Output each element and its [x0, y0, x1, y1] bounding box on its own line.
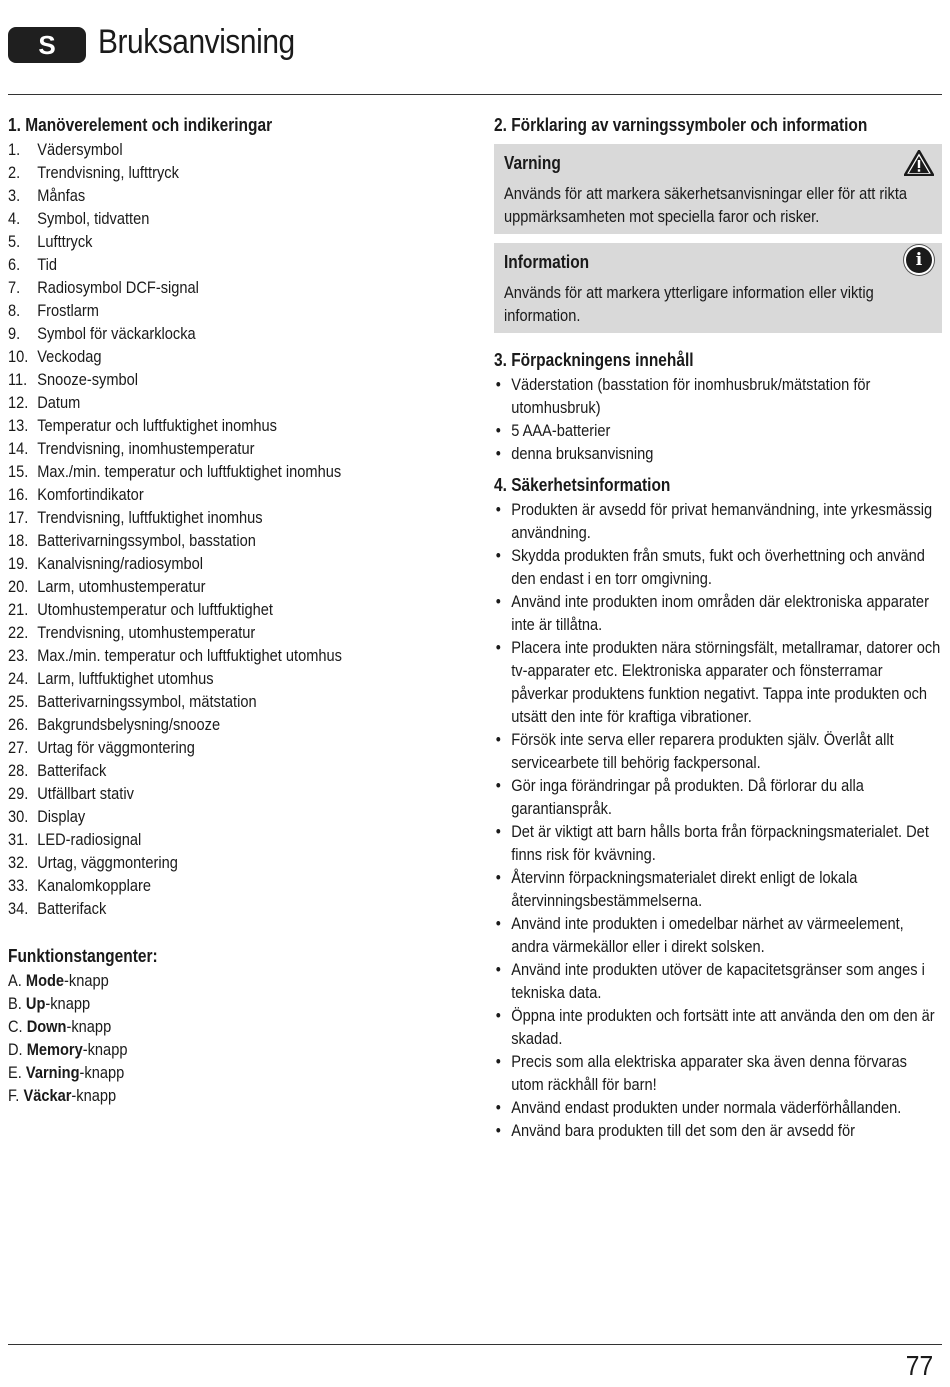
function-key-name: Varning	[25, 1063, 80, 1082]
item-label: Batterivarningssymbol, basstation	[37, 531, 256, 550]
item-number: 11.	[8, 370, 28, 389]
item-label: LED-radiosignal	[37, 830, 142, 849]
function-key-name: Down	[26, 1017, 67, 1036]
section-4-heading: 4. Säkerhetsinformation	[494, 475, 671, 495]
item-label: Vädersymbol	[37, 140, 123, 159]
item-number: 32.	[8, 853, 29, 872]
item-label: Trendvisning, lufttryck	[37, 163, 179, 182]
item-label: Temperatur och luftfuktighet inomhus	[37, 416, 277, 435]
function-key-item	[8, 1084, 477, 1107]
item-number: 22.	[8, 623, 29, 642]
item-number: 30.	[8, 807, 29, 826]
section-2-heading: 2. Förklaring av varningssymboler och information	[494, 115, 868, 135]
warning-text: Används för att markera säkerhetsanvisningar eller för att rikta uppmärksamheten mot speciella faror och risker.	[504, 184, 908, 226]
list-item	[8, 575, 477, 598]
list-item	[8, 161, 477, 184]
list-item	[8, 506, 477, 529]
list-item	[8, 529, 477, 552]
item-number: 31.	[8, 830, 29, 849]
function-key-suffix: -knapp	[64, 971, 109, 990]
function-key-item	[8, 969, 477, 992]
item-number: 18.	[8, 531, 29, 550]
safety-item: • Använd inte produkten utöver de kapacitetsgränser som anges i tekniska data.	[494, 958, 941, 1004]
item-label: Trendvisning, luftfuktighet inomhus	[37, 508, 263, 527]
list-item	[8, 299, 477, 322]
function-key-letter: E.	[8, 1063, 22, 1082]
page-header	[8, 23, 942, 63]
item-number: 23.	[8, 646, 29, 665]
list-item	[8, 759, 477, 782]
item-number: 3.	[8, 186, 21, 205]
list-item	[8, 253, 477, 276]
safety-item: • Använd inte produkten inom områden där elektroniska apparater inte är tillåtna.	[494, 590, 941, 636]
item-number: 13.	[8, 416, 29, 435]
list-item	[8, 483, 477, 506]
item-label: Utomhustemperatur och luftfuktighet	[37, 600, 273, 619]
item-label: Trendvisning, utomhustemperatur	[37, 623, 256, 642]
function-key-letter: F.	[8, 1086, 20, 1105]
item-number: 24.	[8, 669, 29, 688]
function-key-name: Väckar	[23, 1086, 72, 1105]
list-item	[8, 460, 477, 483]
item-number: 28.	[8, 761, 29, 780]
item-number: 8.	[8, 301, 21, 320]
item-label: Batterifack	[37, 761, 107, 780]
list-item	[8, 276, 477, 299]
function-key-item	[8, 992, 477, 1015]
information-box	[494, 243, 942, 333]
item-label: Batterifack	[37, 899, 107, 918]
header-divider	[8, 94, 942, 95]
package-item: • denna bruksanvisning	[494, 442, 941, 465]
item-number: 19.	[8, 554, 29, 573]
item-number: 20.	[8, 577, 29, 596]
warning-box	[494, 144, 942, 234]
list-item	[8, 322, 477, 345]
item-number: 34.	[8, 899, 29, 918]
item-label: Veckodag	[37, 347, 102, 366]
item-number: 21.	[8, 600, 29, 619]
item-label: Kanalvisning/radiosymbol	[37, 554, 204, 573]
item-number: 27.	[8, 738, 29, 757]
item-label: Symbol för väckarklocka	[37, 324, 196, 343]
footer-divider	[8, 1344, 942, 1345]
item-label: Larm, utomhustemperatur	[37, 577, 206, 596]
item-label: Max./min. temperatur och luftfuktighet inomhus	[37, 462, 342, 481]
item-label: Display	[37, 807, 86, 826]
function-keys-heading: Funktionstangenter:	[8, 946, 158, 966]
item-number: 25.	[8, 692, 29, 711]
safety-item: • Precis som alla elektriska apparater ska även denna förvaras utom räckhåll för barn!	[494, 1050, 941, 1096]
item-label: Larm, luftfuktighet utomhus	[37, 669, 214, 688]
warning-title: Varning	[504, 153, 561, 173]
item-number: 7.	[8, 278, 21, 297]
list-item	[8, 391, 477, 414]
list-item	[8, 851, 477, 874]
info-icon: i	[906, 247, 932, 273]
function-key-letter: A.	[8, 971, 22, 990]
language-badge: S	[8, 27, 86, 63]
safety-item: • Använd bara produkten till det som den är avsedd för	[494, 1119, 941, 1142]
safety-item: • Använd endast produkten under normala väderförhållanden.	[494, 1096, 941, 1119]
function-key-letter: B.	[8, 994, 22, 1013]
list-item	[8, 644, 477, 667]
item-number: 5.	[8, 232, 21, 251]
list-item	[8, 414, 477, 437]
safety-item: • Återvinn förpackningsmaterialet direkt enligt de lokala återvinningsbestämmelserna.	[494, 866, 941, 912]
item-label: Max./min. temperatur och luftfuktighet utomhus	[37, 646, 342, 665]
safety-list	[494, 498, 941, 1142]
safety-item: • Skydda produkten från smuts, fukt och överhettning och använd den endast i en torr omgivning.	[494, 544, 941, 590]
item-label: Snooze-symbol	[37, 370, 139, 389]
information-title: Information	[504, 252, 590, 272]
document-title: Bruksanvisning	[98, 23, 295, 61]
item-label: Batterivarningssymbol, mätstation	[37, 692, 257, 711]
item-number: 26.	[8, 715, 29, 734]
function-key-suffix: -knapp	[82, 1040, 128, 1059]
information-text: Används för att markera ytterligare information eller viktig information.	[504, 283, 874, 325]
function-key-name: Up	[25, 994, 46, 1013]
item-number: 16.	[8, 485, 29, 504]
function-key-letter: C.	[8, 1017, 23, 1036]
list-item	[8, 184, 477, 207]
item-number: 2.	[8, 163, 21, 182]
right-column	[494, 113, 942, 1142]
safety-item: • Placera inte produkten nära störningsfält, metallramar, datorer och tv-apparater etc. Elektroniska apparater och fönsterramar påverkar produktens funktion negativt. Tappa inte produkten och utsätt den inte för kraftiga vibrationer.	[494, 636, 941, 728]
safety-item: • Använd inte produkten i omedelbar närhet av värmeelement, andra värmekällor eller i direkt solsken.	[494, 912, 941, 958]
item-number: 33.	[8, 876, 29, 895]
list-item	[8, 345, 477, 368]
controls-list	[8, 138, 477, 920]
function-keys-list	[8, 969, 477, 1107]
package-item: • Väderstation (basstation för inomhusbruk/mätstation för utomhusbruk)	[494, 373, 941, 419]
list-item	[8, 805, 477, 828]
item-label: Komfortindikator	[37, 485, 144, 504]
item-number: 17.	[8, 508, 29, 527]
list-item	[8, 552, 477, 575]
item-label: Tid	[37, 255, 58, 274]
list-item	[8, 437, 477, 460]
item-label: Radiosymbol DCF-signal	[37, 278, 199, 297]
function-key-item	[8, 1061, 477, 1084]
list-item	[8, 667, 477, 690]
page-number: 77	[905, 1350, 933, 1381]
item-label: Utfällbart stativ	[37, 784, 134, 803]
item-label: Bakgrundsbelysning/snooze	[37, 715, 221, 734]
package-contents-list	[494, 373, 941, 465]
function-key-suffix: -knapp	[45, 994, 91, 1013]
item-number: 14.	[8, 439, 29, 458]
safety-item: • Produkten är avsedd för privat hemanvändning, inte yrkesmässig användning.	[494, 498, 941, 544]
item-number: 12.	[8, 393, 29, 412]
function-key-name: Mode	[25, 971, 65, 990]
function-key-letter: D.	[8, 1040, 23, 1059]
list-item	[8, 690, 477, 713]
item-number: 9.	[8, 324, 21, 343]
item-label: Kanalomkopplare	[37, 876, 152, 895]
list-item	[8, 782, 477, 805]
function-key-item	[8, 1015, 477, 1038]
item-label: Urtag, väggmontering	[37, 853, 178, 872]
function-key-suffix: -knapp	[79, 1063, 125, 1082]
item-number: 15.	[8, 462, 29, 481]
left-column	[8, 113, 478, 1107]
list-item	[8, 138, 477, 161]
section-1-heading: 1. Manöverelement och indikeringar	[8, 115, 273, 135]
item-label: Månfas	[37, 186, 86, 205]
safety-item: • Försök inte serva eller reparera produkten själv. Överlåt allt servicearbete till behörig fackpersonal.	[494, 728, 941, 774]
list-item	[8, 874, 477, 897]
function-key-suffix: -knapp	[66, 1017, 112, 1036]
item-label: Symbol, tidvatten	[37, 209, 150, 228]
item-label: Lufttryck	[37, 232, 93, 251]
list-item	[8, 598, 477, 621]
safety-item: • Öppna inte produkten och fortsätt inte att använda den om den är skadad.	[494, 1004, 941, 1050]
list-item	[8, 207, 477, 230]
list-item	[8, 368, 477, 391]
item-number: 1.	[8, 140, 21, 159]
section-3-heading: 3. Förpackningens innehåll	[494, 350, 694, 370]
item-label: Datum	[37, 393, 81, 412]
package-item: • 5 AAA-batterier	[494, 419, 941, 442]
list-item	[8, 736, 477, 759]
item-number: 10.	[8, 347, 29, 366]
safety-item: • Gör inga förändringar på produkten. Då förlorar du alla garantianspråk.	[494, 774, 941, 820]
list-item	[8, 897, 477, 920]
item-label: Trendvisning, inomhustemperatur	[37, 439, 255, 458]
function-key-item	[8, 1038, 477, 1061]
list-item	[8, 621, 477, 644]
item-label: Urtag för väggmontering	[37, 738, 195, 757]
list-item	[8, 713, 477, 736]
item-label: Frostlarm	[37, 301, 99, 320]
function-key-name: Memory	[26, 1040, 83, 1059]
item-number: 29.	[8, 784, 29, 803]
list-item	[8, 230, 477, 253]
item-number: 4.	[8, 209, 21, 228]
item-number: 6.	[8, 255, 21, 274]
list-item	[8, 828, 477, 851]
safety-item: • Det är viktigt att barn hålls borta från förpackningsmaterialet. Det finns risk för kvävning.	[494, 820, 941, 866]
function-key-suffix: -knapp	[71, 1086, 117, 1105]
